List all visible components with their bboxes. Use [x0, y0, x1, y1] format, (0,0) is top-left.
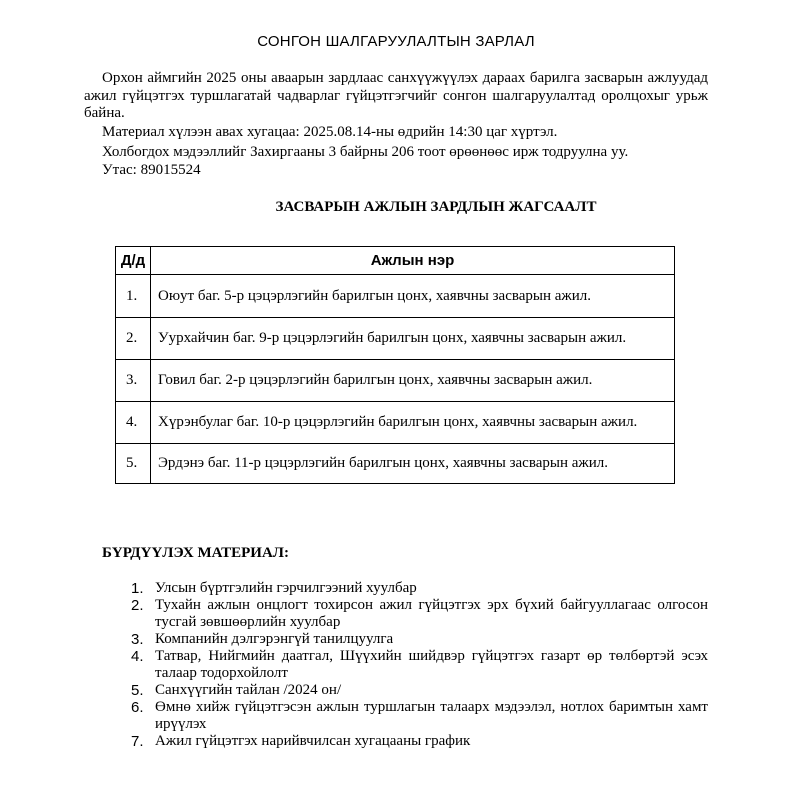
- list-item: [108, 597, 708, 631]
- list-item: [108, 682, 708, 699]
- table-row: [116, 360, 675, 402]
- row-work-name: Эрдэнэ баг. 11-р цэцэрлэгийн барилгын цонх, хаявчны засварын ажил.: [151, 444, 675, 484]
- list-item: [108, 580, 708, 597]
- list-item-number: 3.: [131, 631, 144, 648]
- deadline-line: Материал хүлээн авах хугацаа: 2025.08.14-ны өдрийн 14:30 цаг хүртэл.: [102, 124, 558, 140]
- repair-works-table: [115, 246, 675, 484]
- list-item-number: 4.: [131, 648, 144, 665]
- table-header-row: [116, 247, 675, 275]
- list-item-text: Тухайн ажлын онцлогт тохирсон ажил гүйцэтгэх эрх бүхий байгууллагаас олгосон тусгай зөвшөөрлийн хуулбар: [155, 597, 708, 630]
- row-work-name: Говил баг. 2-р цэцэрлэгийн барилгын цонх, хаявчны засварын ажил.: [151, 360, 675, 402]
- row-number: 3.: [116, 360, 151, 402]
- table-row: [116, 402, 675, 444]
- materials-list: [108, 580, 708, 750]
- list-item: [108, 631, 708, 648]
- table-row: [116, 318, 675, 360]
- row-number: 4.: [116, 402, 151, 444]
- list-item-text: Өмнө хийж гүйцэтгэсэн ажлын туршлагын талаарх мэдээлэл, нотлох баримтын хамт ирүүлэх: [155, 699, 708, 732]
- header-work-name: Ажлын нэр: [151, 247, 675, 275]
- list-item-number: 7.: [131, 733, 144, 750]
- row-work-name: Хүрэнбулаг баг. 10-р цэцэрлэгийн барилгын цонх, хаявчны засварын ажил.: [151, 402, 675, 444]
- list-item: [108, 699, 708, 733]
- row-work-name: Уурхайчин баг. 9-р цэцэрлэгийн барилгын цонх, хаявчны засварын ажил.: [151, 318, 675, 360]
- phone-line: Утас: 89015524: [102, 162, 201, 178]
- list-item-text: Ажил гүйцэтгэх нарийвчилсан хугацааны график: [155, 733, 471, 749]
- row-number: 1.: [116, 275, 151, 318]
- table-row: [116, 275, 675, 318]
- list-item-number: 5.: [131, 682, 144, 699]
- list-item-text: Улсын бүртгэлийн гэрчилгээний хуулбар: [155, 580, 417, 596]
- list-item: [108, 648, 708, 682]
- header-number: Д/д: [116, 247, 151, 275]
- table-row: [116, 444, 675, 484]
- table-title: ЗАСВАРЫН АЖЛЫН ЗАРДЛЫН ЖАГСААЛТ: [275, 199, 597, 215]
- materials-title: БҮРДҮҮЛЭХ МАТЕРИАЛ:: [102, 545, 289, 561]
- row-number: 2.: [116, 318, 151, 360]
- list-item-number: 1.: [131, 580, 144, 597]
- intro-paragraph: Орхон аймгийн 2025 оны аваарын зардлаас санхүүжүүлэх дараах барилга засварын ажлуудад ажил гүйцэтгэх туршлагатай чадварлаг гүйцэтгэгчийг сонгон шалгаруулалтад оролцохыг урьж байна.: [84, 70, 708, 121]
- document-title: СОНГОН ШАЛГАРУУЛАЛТЫН ЗАРЛАЛ: [257, 33, 535, 50]
- list-item-number: 2.: [131, 597, 144, 614]
- row-number: 5.: [116, 444, 151, 484]
- list-item-number: 6.: [131, 699, 144, 716]
- row-work-name: Оюут баг. 5-р цэцэрлэгийн барилгын цонх, хаявчны засварын ажил.: [151, 275, 675, 318]
- list-item-text: Татвар, Нийгмийн даатгал, Шүүхийн шийдвэр гүйцэтгэх газарт өр төлбөртэй эсэх талаар тодорхойлолт: [155, 648, 708, 681]
- list-item: [108, 733, 708, 750]
- contact-line: Холбогдох мэдээллийг Захиргааны 3 байрны 206 тоот өрөөнөөс ирж тодруулна уу.: [102, 144, 629, 160]
- list-item-text: Санхүүгийн тайлан /2024 он/: [155, 682, 342, 698]
- list-item-text: Компанийн дэлгэрэнгүй танилцуулга: [155, 631, 394, 647]
